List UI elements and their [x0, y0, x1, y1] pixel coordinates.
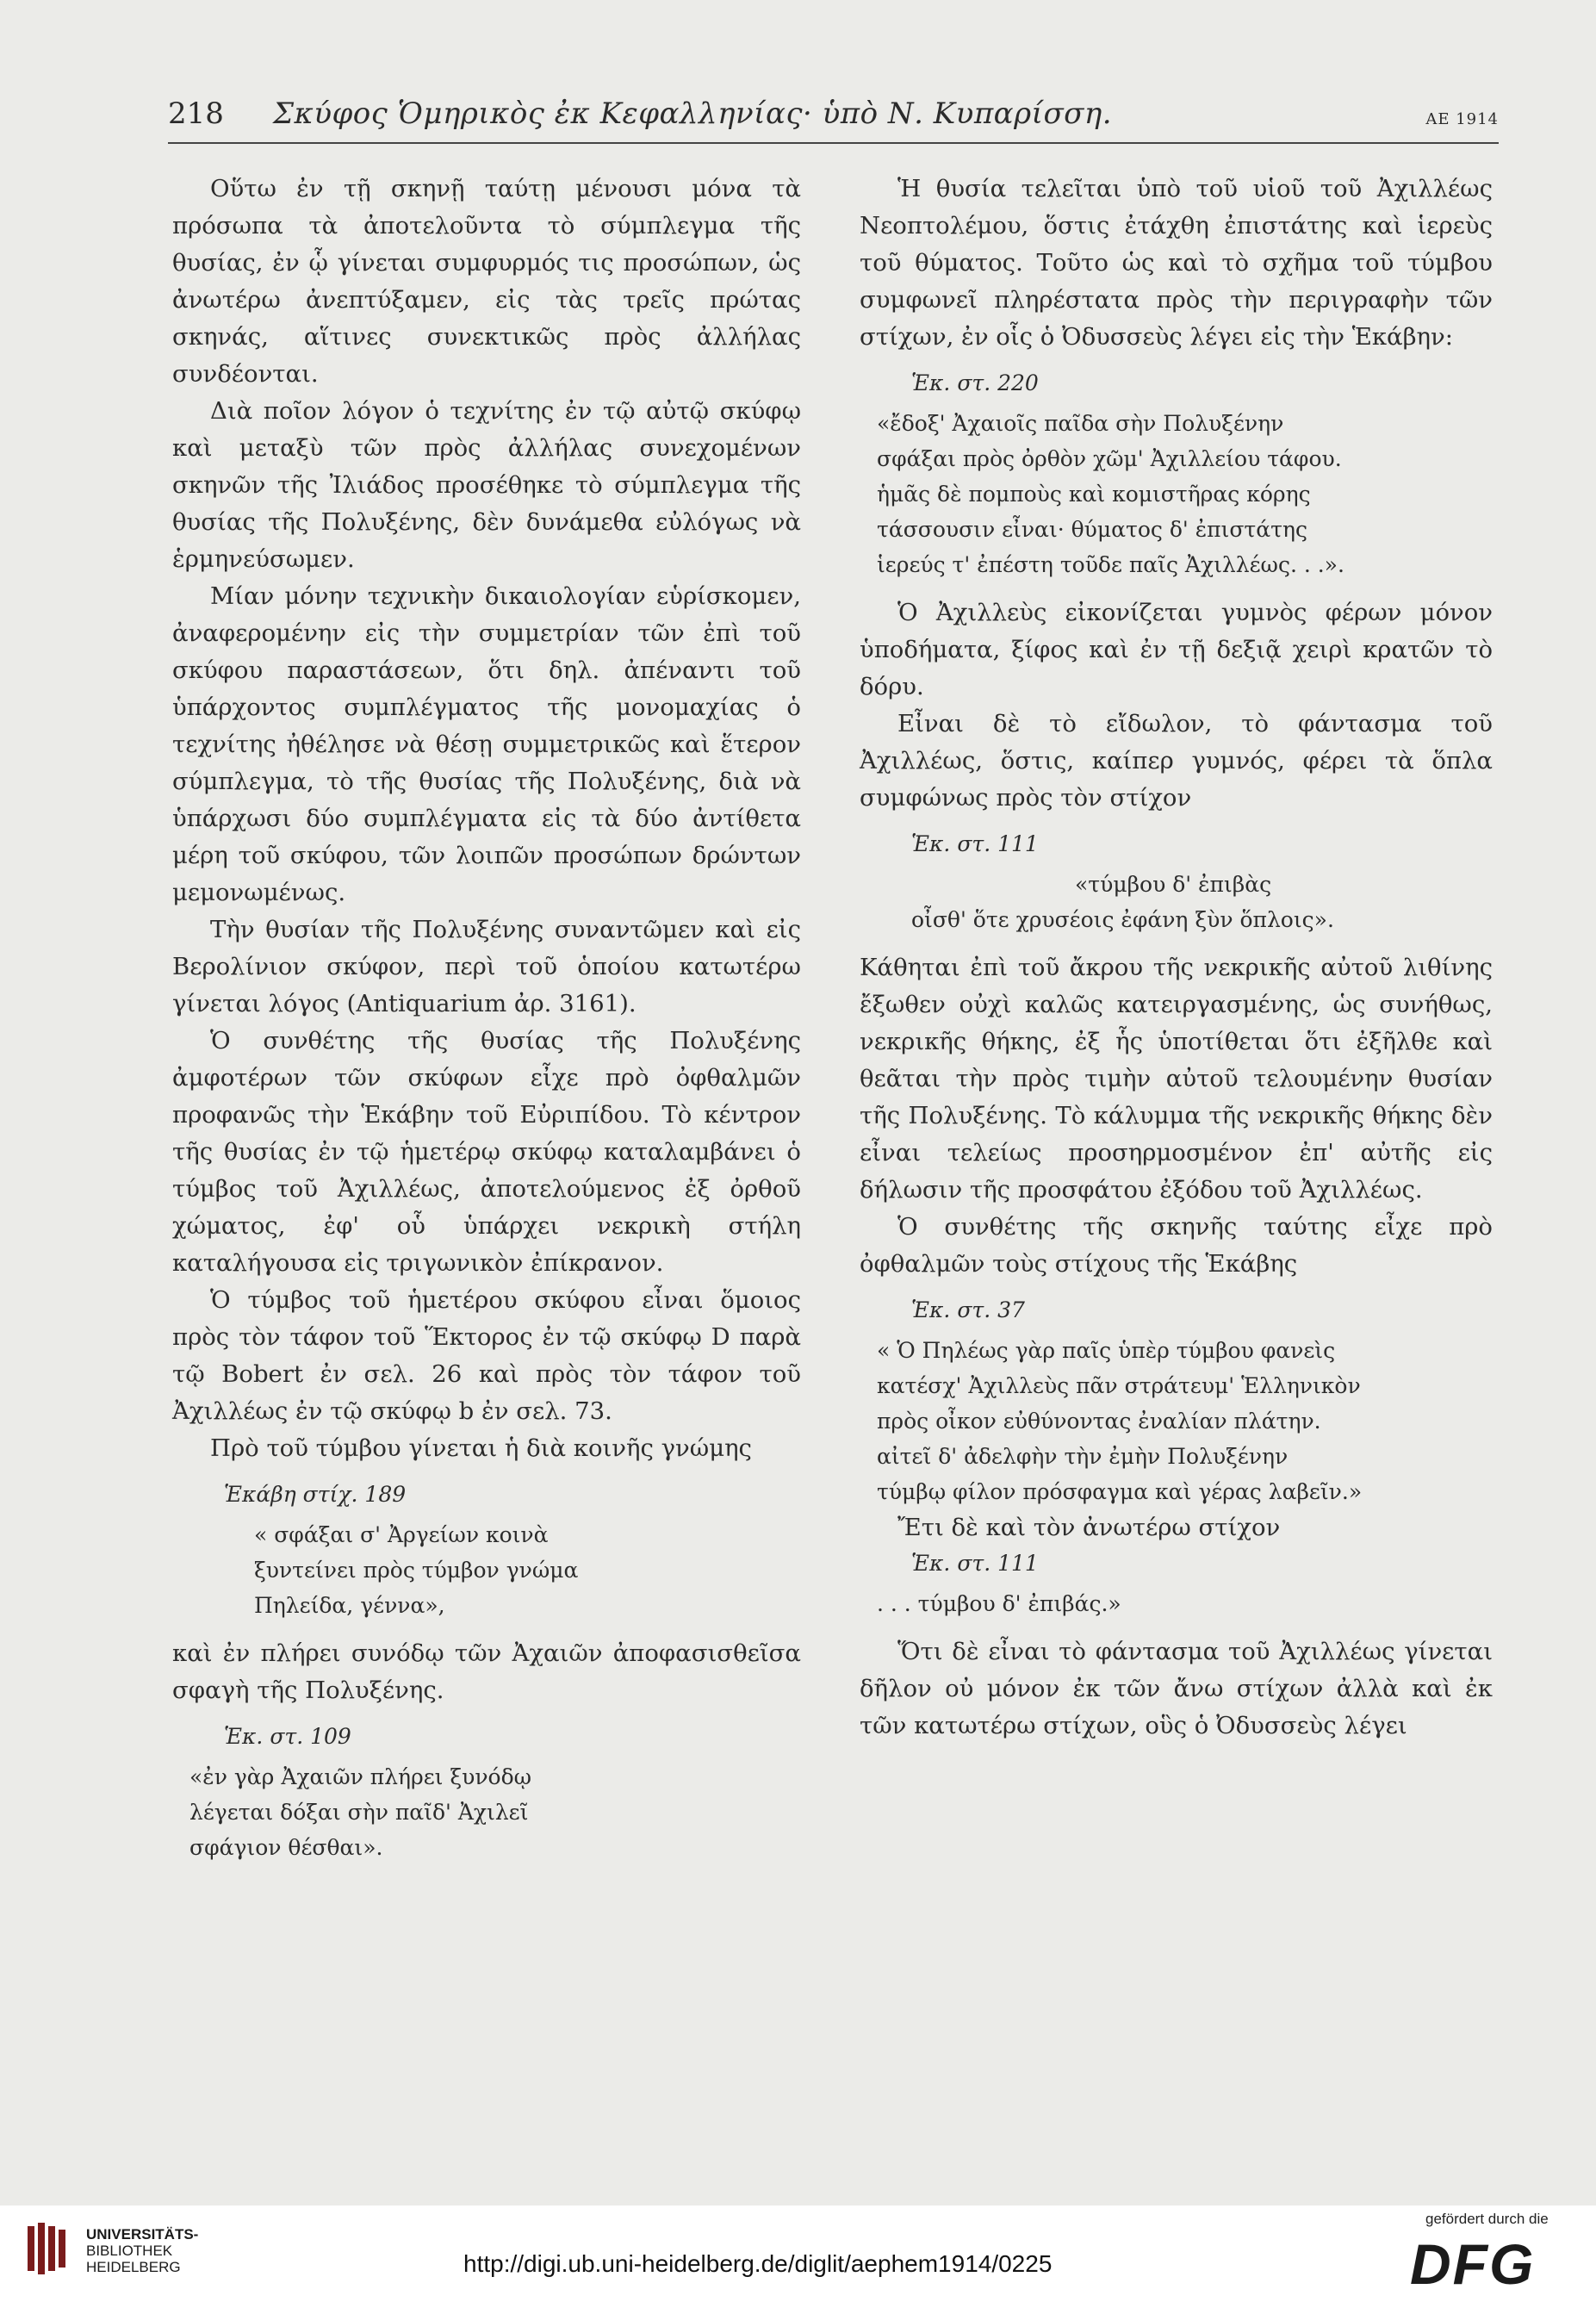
- citation: Ἑκ. στ. 109: [224, 1724, 351, 1749]
- paragraph: Ἡ θυσία τελεῖται ὑπὸ τοῦ υἱοῦ τοῦ Ἀχιλλέως Νεοπτολέμου, ὅστις ἐτάχθη ἐπιστάτης καὶ ἱερεὺς τοῦ θύματος. Τοῦτο ὡς καὶ τὸ σχῆμα τοῦ τύμβου συμφωνεῖ πληρέστατα πρὸς τὴν περιγραφὴν τῶν στίχων, ἐν οἷς ὁ Ὀδυσσεὺς λέγει εἰς τὴν Ἑκάβην:: [860, 175, 1493, 351]
- running-title: Σκύφος Ὁμηρικὸς ἐκ Κεφαλληνίας· ὑπὸ Ν. Κυπαρίσση.: [273, 96, 1113, 131]
- right-column: [860, 171, 1493, 1745]
- library-seal-icon: [24, 2221, 74, 2276]
- verse-line: πρὸς οἶκον εὐθύνοντας ἐναλίαν πλάτην.: [877, 1409, 1321, 1434]
- paragraph: Διὰ ποῖον λόγον ὁ τεχνίτης ἐν τῷ αὐτῷ σκύφῳ καὶ μεταξὺ τῶν πρὸς ἀλλήλας συνεχομένων σκηνῶν τῆς Ἰλιάδος προσέθηκε τὸ σύμπλεγμα τῆς θυσίας τῆς Πολυξένης, δὲν δυνάμεθα εὐλόγως νὰ ἑρμηνεύσωμεν.: [172, 397, 801, 573]
- verse-line: λέγεται δόξαι σὴν παῖδ' Ἀχιλεῖ: [189, 1800, 529, 1825]
- citation: Ἑκ. στ. 111: [911, 1551, 1039, 1576]
- verse-line: «τύμβου δ' ἐπιβὰς: [1075, 872, 1272, 897]
- paragraph: Ὁ τύμβος τοῦ ἡμετέρου σκύφου εἶναι ὅμοιος πρὸς τὸν τάφον τοῦ Ἕκτορος ἐν τῷ σκύφῳ D παρὰ τῷ Bobert ἐν σελ. 26 καὶ πρὸς τὸν τάφον τοῦ Ἀχιλλέως ἐν τῷ σκύφῳ b ἐν σελ. 73.: [172, 1286, 801, 1425]
- citation: Ἑκ. στ. 37: [911, 1297, 1025, 1322]
- page-header: [168, 96, 1499, 148]
- paragraph: Ὁ συνθέτης τῆς θυσίας τῆς Πολυξένης ἀμφοτέρων τῶν σκύφων εἶχε πρὸ ὀφθαλμῶν προφανῶς τὴν Ἑκάβην τοῦ Εὐριπίδου. Τὸ κέντρον τῆς θυσίας ἐν τῷ ἡμετέρῳ σκύφῳ καταλαμβάνει ὁ τύμβος τοῦ Ἀχιλλέως, ἀποτελούμενος ἐξ ὀρθοῦ χώματος, ἐφ' οὗ ὑπάρχει νεκρικὴ στήλη καταλήγουσα εἰς τριγωνικὸν ἐπίκρανον.: [172, 1027, 801, 1277]
- library-name: [86, 2226, 198, 2275]
- verse-line: ἱερεύς τ' ἐπέστη τοῦδε παῖς Ἀχιλλέως. . .».: [877, 552, 1344, 577]
- library-logo: [24, 2221, 74, 2276]
- library-line: BIBLIOTHEK: [86, 2243, 173, 2259]
- verse-line: σφάξαι πρὸς ὀρθὸν χῶμ' Ἀχιλλείου τάφου.: [877, 446, 1342, 471]
- paragraph: Τὴν θυσίαν τῆς Πολυξένης συναντῶμεν καὶ εἰς Βερολίνιον σκύφον, περὶ τοῦ ὁποίου κατωτέρω γίνεται λόγος (Antiquarium ἀρ. 3161).: [172, 916, 801, 1017]
- verse-quote: [877, 1333, 1493, 1509]
- verse-quote: [877, 406, 1493, 582]
- verse-line: οἶσθ' ὅτε χρυσέοις ἐφάνη ξὺν ὅπλοις».: [911, 907, 1334, 932]
- verse-line: . . . τύμβου δ' ἐπιβάς.»: [877, 1591, 1121, 1616]
- citation: Ἑκ. στ. 220: [911, 370, 1039, 395]
- verse-line: «ἐν γὰρ Ἀχαιῶν πλήρει ξυνόδῳ: [189, 1764, 532, 1789]
- header-rule: [168, 142, 1499, 144]
- paragraph: Ὁ συνθέτης τῆς σκηνῆς ταύτης εἶχε πρὸ ὀφθαλμῶν τοὺς στίχους τῆς Ἑκάβης: [860, 1213, 1493, 1278]
- volume-label: ΑΕ 1914: [1425, 110, 1499, 128]
- verse-line: « Ὁ Πηλέως γὰρ παῖς ὑπὲρ τύμβου φανεὶς: [877, 1338, 1336, 1363]
- library-line: UNIVERSITÄTS-: [86, 2226, 199, 2243]
- left-column: [172, 171, 801, 1865]
- verse-line: σφάγιον θέσθαι».: [189, 1835, 383, 1860]
- source-url[interactable]: http://digi.ub.uni-heidelberg.de/diglit/aephem1914/0225: [463, 2250, 1053, 2277]
- dfg-logo: DFG: [1410, 2232, 1536, 2296]
- paragraph: Πρὸ τοῦ τύμβου γίνεται ἡ διὰ κοινῆς γνώμης: [210, 1434, 752, 1462]
- funding-caption: gefördert durch die: [1425, 2211, 1549, 2227]
- paragraph: καὶ ἐν πλήρει συνόδῳ τῶν Ἀχαιῶν ἀποφασισθεῖσα σφαγὴ τῆς Πολυξένης.: [172, 1639, 801, 1704]
- verse-line: «ἔδοξ' Ἀχαιοῖς παῖδα σὴν Πολυξένην: [877, 411, 1284, 436]
- verse-quote: [877, 1586, 1493, 1621]
- library-line: HEIDELBERG: [86, 2259, 181, 2275]
- paragraph: Ἔτι δὲ καὶ τὸν ἀνωτέρω στίχον: [897, 1514, 1281, 1541]
- page-number: 218: [168, 96, 224, 131]
- paragraph: Εἶναι δὲ τὸ εἴδωλον, τὸ φάντασμα τοῦ Ἀχιλλέως, ὅστις, καίπερ γυμνός, φέρει τὰ ὅπλα συμφώνως πρὸς τὸν στίχον: [860, 710, 1493, 812]
- verse-quote: [189, 1759, 801, 1865]
- paragraph: Κάθηται ἐπὶ τοῦ ἄκρου τῆς νεκρικῆς αὐτοῦ λιθίνης ἔξωθεν οὐχὶ καλῶς κατειργασμένης, ὡς συνήθως, νεκρικῆς θήκης, ἐξ ἧς ὑποτίθεται ὅτι ἐξῆλθε καὶ θεᾶται τὴν πρὸς τιμὴν αὐτοῦ τελουμένην θυσίαν τῆς Πολυξένης. Τὸ κάλυμμα τῆς νεκρικῆς θήκης δὲν εἶναι τελείως προσηρμοσμένον ἐπ' αὐτῆς εἰς δήλωσιν τῆς προσφάτου ἐξόδου τοῦ Ἀχιλλέως.: [860, 954, 1493, 1204]
- citation: Ἑκάβη στίχ. 189: [224, 1482, 407, 1507]
- verse-line: « σφάξαι σ' Ἀργείων κοινὰ: [254, 1522, 549, 1547]
- verse-quote: [911, 867, 1493, 937]
- citation: Ἑκ. στ. 111: [911, 831, 1039, 856]
- verse-quote: [254, 1517, 801, 1623]
- paragraph: Ὁ Ἀχιλλεὺς εἰκονίζεται γυμνὸς φέρων μόνον ὑποδήματα, ξίφος καὶ ἐν τῇ δεξιᾷ χειρὶ κρατῶν τὸ δόρυ.: [860, 599, 1493, 700]
- verse-line: Πηλείδα, γέννα»,: [254, 1593, 445, 1618]
- paragraph: Μίαν μόνην τεχνικὴν δικαιολογίαν εὑρίσκομεν, ἀναφερομένην εἰς τὴν συμμετρίαν τῶν ἐπὶ τοῦ σκύφου παραστάσεων, ὅτι δηλ. ἀπέναντι τοῦ ὑπάρχοντος συμπλέγματος τῆς μονομαχίας ὁ τεχνίτης ἠθέλησε νὰ θέσῃ συμμετρικῶς καὶ ἕτερον σύμπλεγμα, τὸ τῆς θυσίας τῆς Πολυξένης, διὰ νὰ ὑπάρχωσι δύο συμπλέγματα εἰς τὰ δύο ἀντίθετα μέρη τοῦ σκύφου, τῶν λοιπῶν προσώπων δρώντων μεμονωμένως.: [172, 582, 801, 906]
- verse-line: τύμβῳ φίλον πρόσφαγμα καὶ γέρας λαβεῖν.»: [877, 1479, 1363, 1504]
- verse-line: τάσσουσιν εἶναι· θύματος δ' ἐπιστάτης: [877, 517, 1307, 542]
- verse-line: αἰτεῖ δ' ἀδελφὴν τὴν ἐμὴν Πολυξένην: [877, 1444, 1289, 1469]
- verse-line: κατέσχ' Ἀχιλλεὺς πᾶν στράτευμ' Ἑλληνικὸν: [877, 1373, 1361, 1398]
- verse-line: ἡμᾶς δὲ πομποὺς καὶ κομιστῆρας κόρης: [877, 482, 1311, 507]
- verse-line: ξυντείνει πρὸς τύμβον γνώμα: [254, 1558, 579, 1583]
- paragraph: Ὅτι δὲ εἶναι τὸ φάντασμα τοῦ Ἀχιλλέως γίνεται δῆλον οὐ μόνον ἐκ τῶν ἄνω στίχων ἀλλὰ καὶ ἐκ τῶν κατωτέρω στίχων, οὓς ὁ Ὀδυσσεὺς λέγει: [860, 1638, 1493, 1739]
- paragraph: Οὕτω ἐν τῇ σκηνῇ ταύτῃ μένουσι μόνα τὰ πρόσωπα τὰ ἀποτελοῦντα τὸ σύμπλεγμα τῆς θυσίας, ἐν ᾧ γίνεται συμφυρμός τις προσώπων, ὡς ἀνωτέρω ἀνεπτύξαμεν, εἰς τὰς τρεῖς πρώτας σκηνάς, αἵτινες συνεκτικῶς πρὸς ἀλλήλας συνδέονται.: [172, 175, 801, 388]
